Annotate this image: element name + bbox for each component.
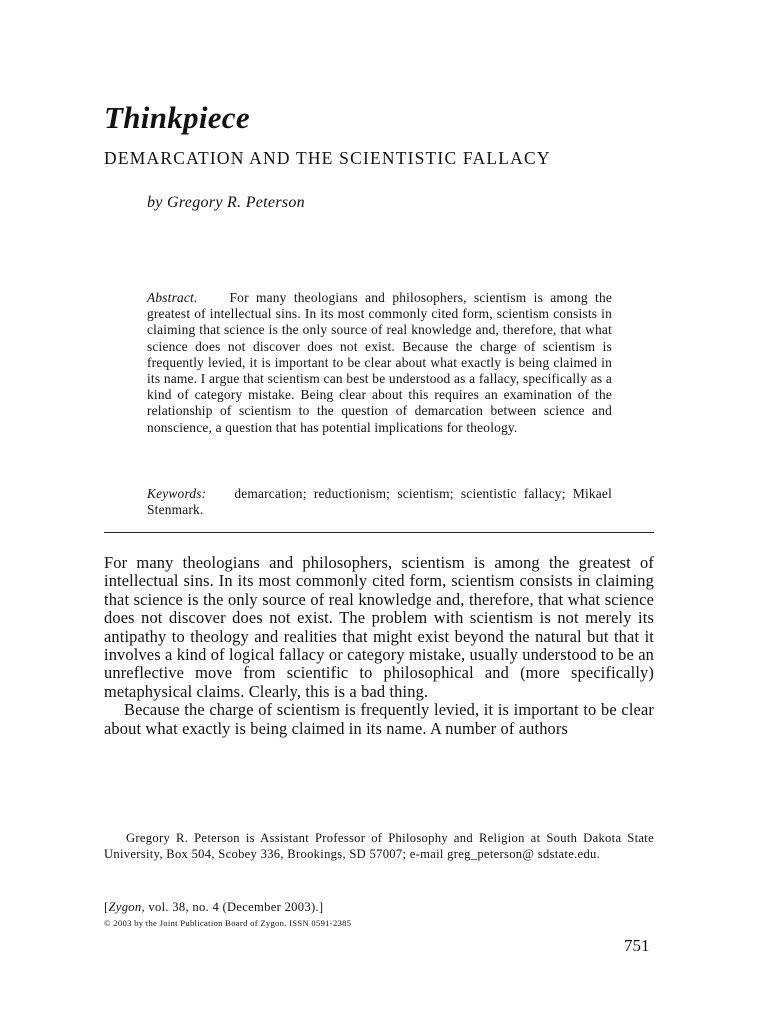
body-text bbox=[104, 554, 654, 738]
citation-journal-name: Zygon bbox=[108, 900, 142, 914]
section-divider bbox=[104, 532, 654, 533]
body-paragraph-2: Because the charge of scientism is frequently levied, it is important to be clear about what exactly is being claimed in its name. A number of authors bbox=[104, 700, 654, 738]
citation-open-bracket: [ bbox=[104, 900, 109, 914]
page-number: 751 bbox=[624, 936, 650, 955]
keywords-block bbox=[147, 486, 612, 518]
author-byline: by Gregory R. Peterson bbox=[147, 194, 305, 211]
body-paragraph-1: For many theologians and philosophers, scientism is among the greatest of intellectual sins. In its most commonly cited form, scientism consists in claiming that science is the only source of real knowledge and, therefore, that what science does not discover does not exist. The problem with scientism is not merely its antipathy to theology and realities that might exist beyond the natural but that it involves a kind of logical fallacy or category mistake, usually understood to be an unreflective move from scientific to philosophical and (more specifically) metaphysical claims. Clearly, this is a bad thing. bbox=[104, 553, 654, 701]
journal-citation bbox=[104, 900, 323, 915]
abstract-text: For many theologians and philosophers, scientism is among the greatest of intellectual sins. In its most commonly cited form, scientism consists in claiming that science is the only source of real knowledge and, therefore, that what science does not discover does not exist. Because the charge of scientism is frequently levied, it is important to be clear about what exactly is being claimed in its name. I argue that scientism can best be understood as a fallacy, specifically as a kind of category mistake. Being clear about this requires an examination of the relationship of scientism to the question of demarcation between science and nonscience, a question that has potential implications for theology. bbox=[147, 290, 612, 435]
author-footnote: Gregory R. Peterson is Assistant Professor of Philosophy and Religion at South Dakota State University, Box 504, Scobey 336, Brookings, SD 57007; e-mail greg_peterson@ sdstate.edu. bbox=[104, 831, 654, 861]
abstract-label: Abstract. bbox=[147, 290, 198, 305]
article-title: DEMARCATION AND THE SCIENTISTIC FALLACY bbox=[104, 148, 551, 168]
copyright-notice: © 2003 by the Joint Publication Board of Zygon. ISSN 0591-2385 bbox=[104, 918, 352, 928]
series-title: Thinkpiece bbox=[104, 100, 250, 135]
abstract-block bbox=[147, 290, 612, 436]
keywords-label: Keywords: bbox=[147, 486, 207, 501]
citation-details: , vol. 38, no. 4 (December 2003).] bbox=[141, 900, 324, 914]
keywords-text: demarcation; reductionism; scientism; scientistic fallacy; Mikael Stenmark. bbox=[147, 486, 612, 518]
